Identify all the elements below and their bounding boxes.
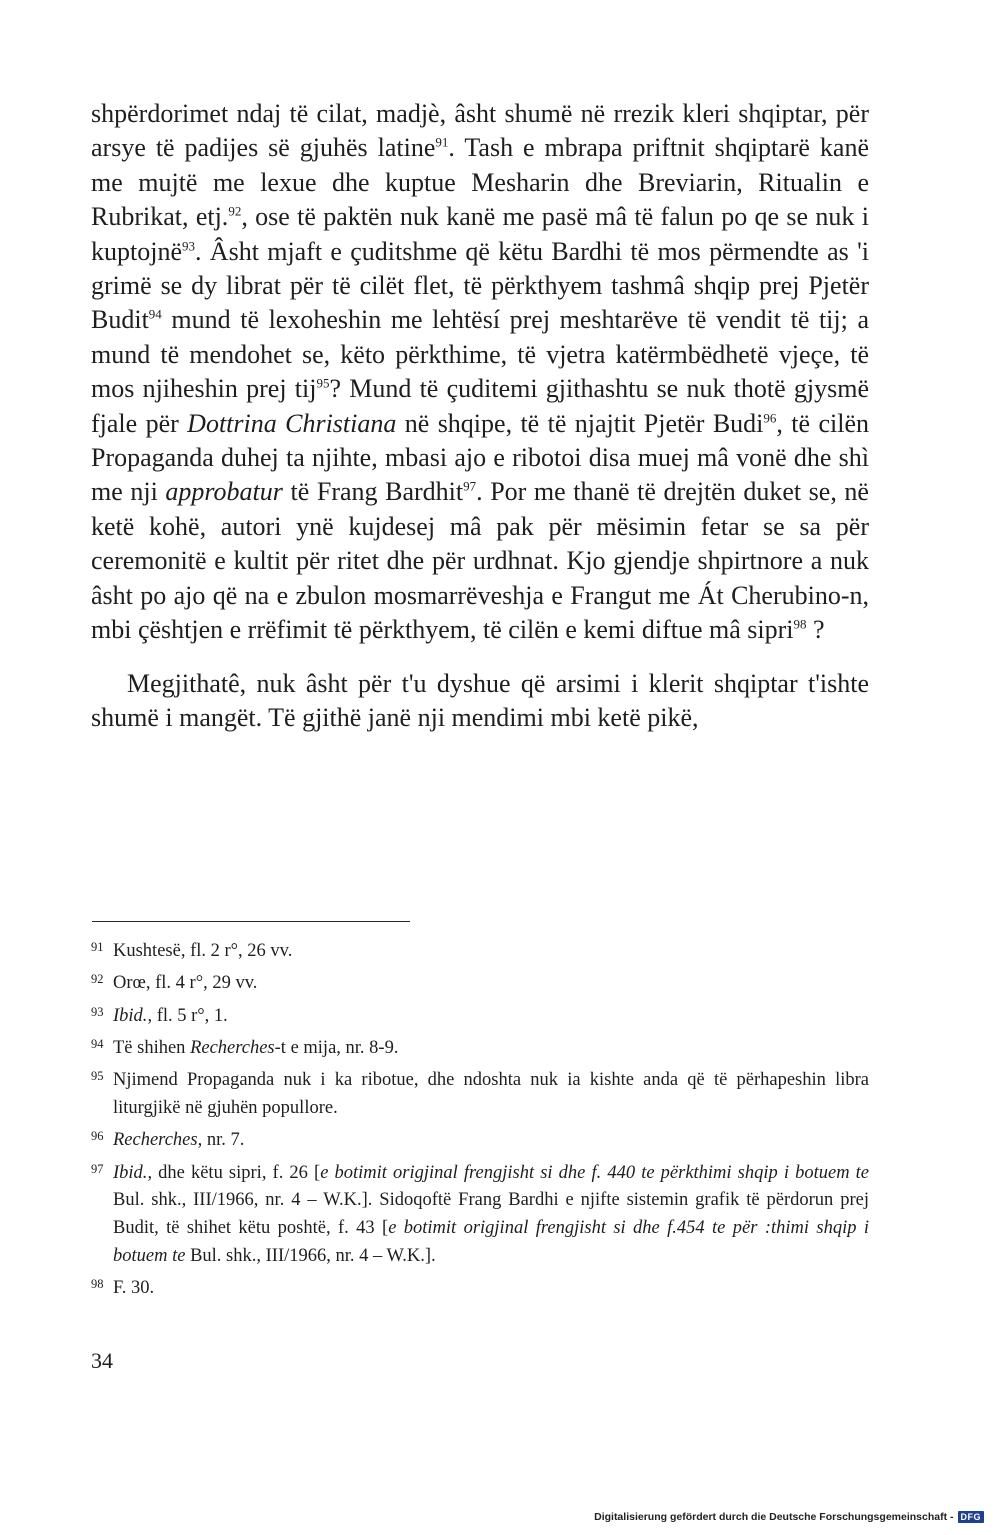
footnote-italic: e botimit origjinal frengjisht si dhe f.454 te për :thimi shqip i botuem te bbox=[113, 1218, 869, 1266]
text-run: , ose të paktën nuk kanë me pasë mâ të falun po qe se nuk i kuptojnë bbox=[91, 202, 869, 266]
footnote-ref-98[interactable]: 98 bbox=[793, 616, 807, 632]
footnote-italic: Ibid. bbox=[113, 1005, 148, 1026]
text-run: shpërdorimet ndaj të cilat, madjè, âsht shumë në rrezik kleri shqiptar, për arsye të padijes së gjuhës latine bbox=[91, 99, 869, 163]
page-number: 34 bbox=[91, 1348, 113, 1373]
footnote-text: Të shihen bbox=[113, 1037, 191, 1058]
footnote-94 bbox=[91, 1035, 869, 1063]
footnote-text: Bul. shk., III/1966, nr. 4 – W.K.]. bbox=[185, 1245, 436, 1266]
footnote-ref-95[interactable]: 95 bbox=[316, 375, 330, 391]
paragraph-2: Megjithatê, nuk âsht për t'u dyshue që arsimi i klerit shqiptar t'ishte shumë i mangët. Të gjithë janë nji mendimi mbi ketë pikë, bbox=[91, 668, 869, 732]
text-run: në shqipe, të të njajtit Pjetër Budi bbox=[396, 408, 764, 438]
footnote-italic: Ibid. bbox=[113, 1162, 148, 1183]
dfg-logo: DFG bbox=[958, 1511, 985, 1523]
footnote-text: Orœ, fl. 4 r°, 29 vv. bbox=[113, 973, 258, 994]
footnote-italic: Recherches bbox=[113, 1130, 198, 1151]
italic-term: approbatur bbox=[165, 477, 283, 507]
footnote-number: 96 bbox=[91, 1129, 104, 1144]
footnote-ref-92[interactable]: 92 bbox=[228, 203, 242, 219]
text-run: . Âsht mjaft e çuditshme që këtu Bardhi të mos përmendte as 'i grimë se dy librat për të cilët flet, të përkthyem tashmâ shqip prej Pjetër Budit bbox=[91, 236, 869, 335]
funding-note: Digitalisierung gefördert durch die Deutsche Forschungsgemeinschaft - bbox=[594, 1511, 954, 1523]
footnote-91 bbox=[91, 938, 869, 966]
footnote-number: 95 bbox=[91, 1069, 104, 1084]
footnote-number: 98 bbox=[91, 1277, 104, 1292]
text-run: . Tash e mbrapa priftnit shqiptarë kanë me mujtë me lexue dhe kuptue Mesharin dhe Breviarin, Ritualin e Rubrikat, etj. bbox=[91, 133, 869, 232]
text-run: të Frang Bardhit bbox=[282, 477, 464, 507]
footnote-number: 94 bbox=[91, 1036, 104, 1051]
funding-credit bbox=[594, 1509, 984, 1525]
footnote-ref-96[interactable]: 96 bbox=[763, 410, 777, 425]
text-run: , të cilën Propaganda duhej ta njihte, mbasi ajo e ribotoi disa muej mâ vonë dhe shì me nji bbox=[91, 408, 869, 507]
footnote-text: , dhe këtu sipri, f. 26 [ bbox=[147, 1162, 321, 1183]
footnote-98 bbox=[91, 1275, 869, 1303]
footnotes bbox=[91, 938, 869, 1308]
footnote-ref-94[interactable]: 94 bbox=[148, 306, 162, 322]
footnote-italic: e botimit origjinal frengjisht si dhe f. 440 te përkthimi shqip i botuem te bbox=[320, 1162, 870, 1183]
footnote-text: , fl. 5 r°, 1. bbox=[147, 1005, 228, 1026]
footnote-text: Kushtesë, fl. 2 r°, 26 vv. bbox=[113, 941, 293, 961]
footnote-number: 93 bbox=[91, 1004, 104, 1019]
footnote-text: Njimend Propaganda nuk i ka ribotue, dhe ndoshta nuk ia kishte anda që të përhapeshin libra liturgjikë në gjuhën popullore. bbox=[113, 1070, 869, 1118]
footnote-text: F. 30. bbox=[113, 1278, 155, 1299]
text-run: . Por me thanë të drejtën duket se, në ketë kohë, autori ynë kujdesej mâ pak për mësimin fetar se sa për ceremonitë e kultit për ritet dhe për urdhnat. Kjo gjendje shpirtnore a nuk âsht po ajo që na e zbulon mosmarrëveshja e Frangut me Át Cherubino-n, mbi çështjen e rrëfimit të përkthyem, të cilën e kemi diftue mâ sipri bbox=[91, 477, 869, 645]
footnote-text: Bul. shk., III/1966, nr. 4 – W.K.]. Sidoqoftë Frang Bardhi e njifte sistemin grafik të përdorun prej Budit, të shihet këtu poshtë, f. 43 [ bbox=[113, 1190, 869, 1239]
footnote-ref-91[interactable]: 91 bbox=[435, 134, 449, 150]
text-run: ? bbox=[806, 615, 825, 645]
footnote-number: 91 bbox=[91, 940, 104, 954]
footnote-97 bbox=[91, 1160, 869, 1271]
paragraph-1 bbox=[91, 97, 869, 648]
footnote-number: 92 bbox=[91, 972, 104, 987]
footnote-italic: Recherches bbox=[190, 1037, 275, 1058]
main-text bbox=[91, 97, 869, 735]
footnote-ref-97[interactable]: 97 bbox=[463, 478, 477, 494]
footnote-text: , nr. 7. bbox=[197, 1130, 245, 1151]
footnote-95 bbox=[91, 1067, 869, 1123]
footnote-text: -t e mija, nr. 8-9. bbox=[274, 1037, 399, 1058]
footnote-93 bbox=[91, 1003, 869, 1031]
footnote-divider bbox=[92, 921, 410, 922]
footnote-96 bbox=[91, 1127, 869, 1155]
text-run: ? Mund të çuditemi gjithashtu se nuk thotë gjysmë fjale për bbox=[91, 374, 870, 438]
footnote-ref-93[interactable]: 93 bbox=[182, 237, 195, 253]
footnote-number: 97 bbox=[91, 1161, 104, 1176]
italic-title: Dottrina Christiana bbox=[187, 408, 397, 438]
footnote-92 bbox=[91, 970, 869, 998]
text-run: mund të lexoheshin me lehtësí prej meshtarëve të vendit të tij; a mund të mendohet se, këto përkthime, të vjetra katërmbëdhetë vjeçe, të mos njiheshin prej tij bbox=[91, 305, 869, 404]
